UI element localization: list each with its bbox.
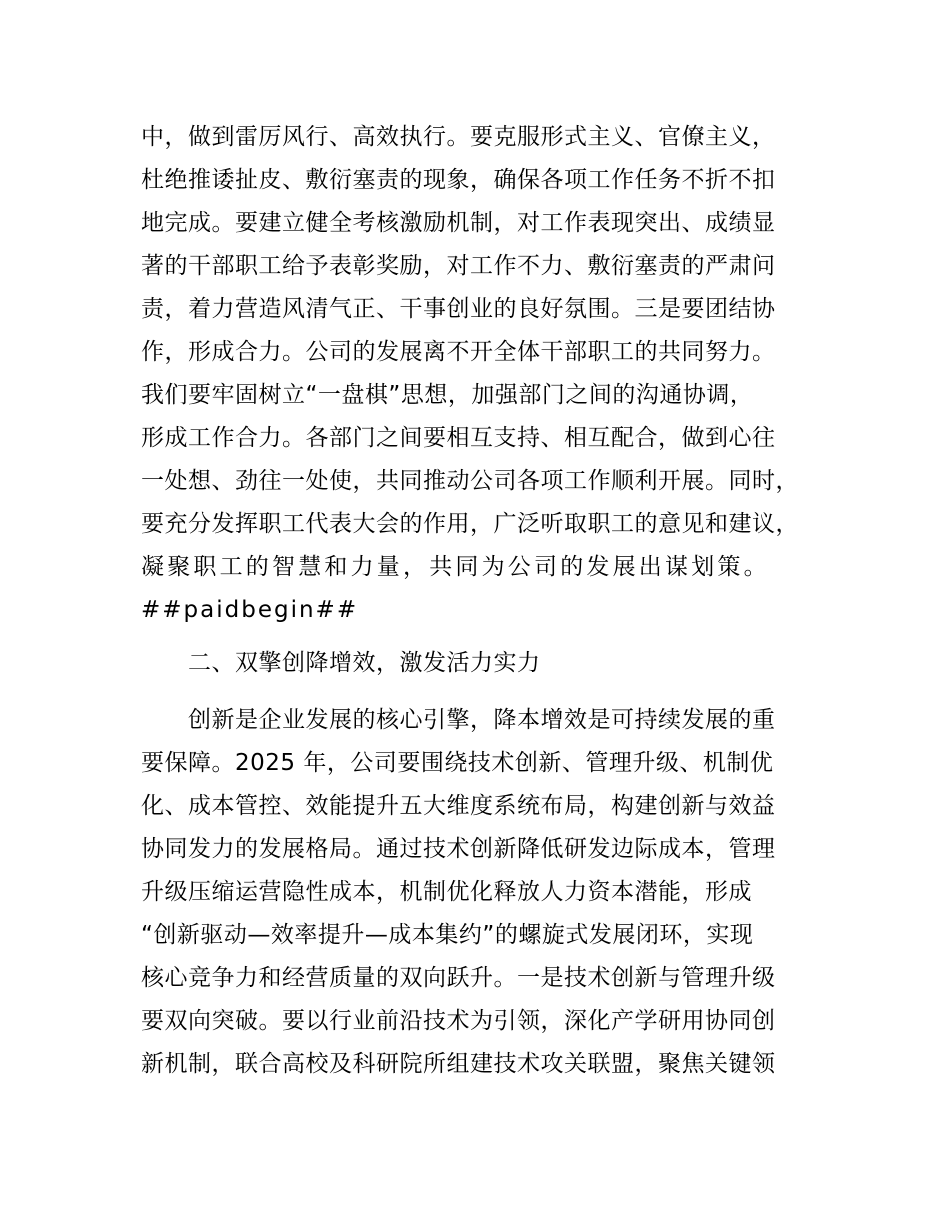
paragraph-line: 要双向突破。要以行业前沿技术为引领，深化产学研用协同创 — [141, 1008, 776, 1034]
section-heading: 二、双擎创降增效，激发活力实力 — [188, 650, 541, 676]
paragraph-line: 一处想、劲往一处使，共同推动公司各项工作顺利开展。同时， — [141, 468, 799, 494]
paragraph-line: 协同发力的发展格局。通过技术创新降低研发边际成本，管理 — [141, 836, 776, 862]
paragraph-line: 凝聚职工的智慧和力量，共同为公司的发展出谋划策。 — [141, 554, 770, 580]
paragraph-line: 核心竞争力和经营质量的双向跃升。一是技术创新与管理升级 — [141, 965, 776, 991]
paragraph-line: 新机制，联合高校及科研院所组建技术攻关联盟，聚焦关键领 — [141, 1051, 776, 1077]
paragraph-line: 要保障。2025 年，公司要围绕技术创新、管理升级、机制优 — [141, 750, 774, 776]
paid-begin-marker: ##paidbegin## — [141, 597, 359, 623]
paragraph-line: 中，做到雷厉风行、高效执行。要克服形式主义、官僚主义， — [141, 124, 776, 150]
paragraph-line: 创新是企业发展的核心引擎，降本增效是可持续发展的重 — [188, 707, 776, 733]
paragraph-line: 形成工作合力。各部门之间要相互支持、相互配合，做到心往 — [141, 425, 776, 451]
paragraph-line: 地完成。要建立健全考核激励机制，对工作表现突出、成绩显 — [141, 210, 776, 236]
paragraph-line: 升级压缩运营隐性成本，机制优化释放人力资本潜能，形成 — [141, 879, 752, 905]
paragraph-line: 作，形成合力。公司的发展离不开全体干部职工的共同努力。 — [141, 339, 776, 365]
paragraph-line: 杜绝推诿扯皮、敷衍塞责的现象，确保各项工作任务不折不扣 — [141, 167, 776, 193]
paragraph-line: 责，着力营造风清气正、干事创业的良好氛围。三是要团结协 — [141, 296, 776, 322]
paragraph-line: 化、成本管控、效能提升五大维度系统布局，构建创新与效益 — [141, 793, 776, 819]
paragraph-line: 要充分发挥职工代表大会的作用，广泛听取职工的意见和建议， — [141, 511, 799, 537]
paragraph-line: 我们要牢固树立“一盘棋”思想，加强部门之间的沟通协调， — [141, 382, 754, 408]
paragraph-line: “创新驱动—效率提升—成本集约”的螺旋式发展闭环，实现 — [141, 922, 754, 948]
paragraph-line: 著的干部职工给予表彰奖励，对工作不力、敷衍塞责的严肃问 — [141, 253, 776, 279]
